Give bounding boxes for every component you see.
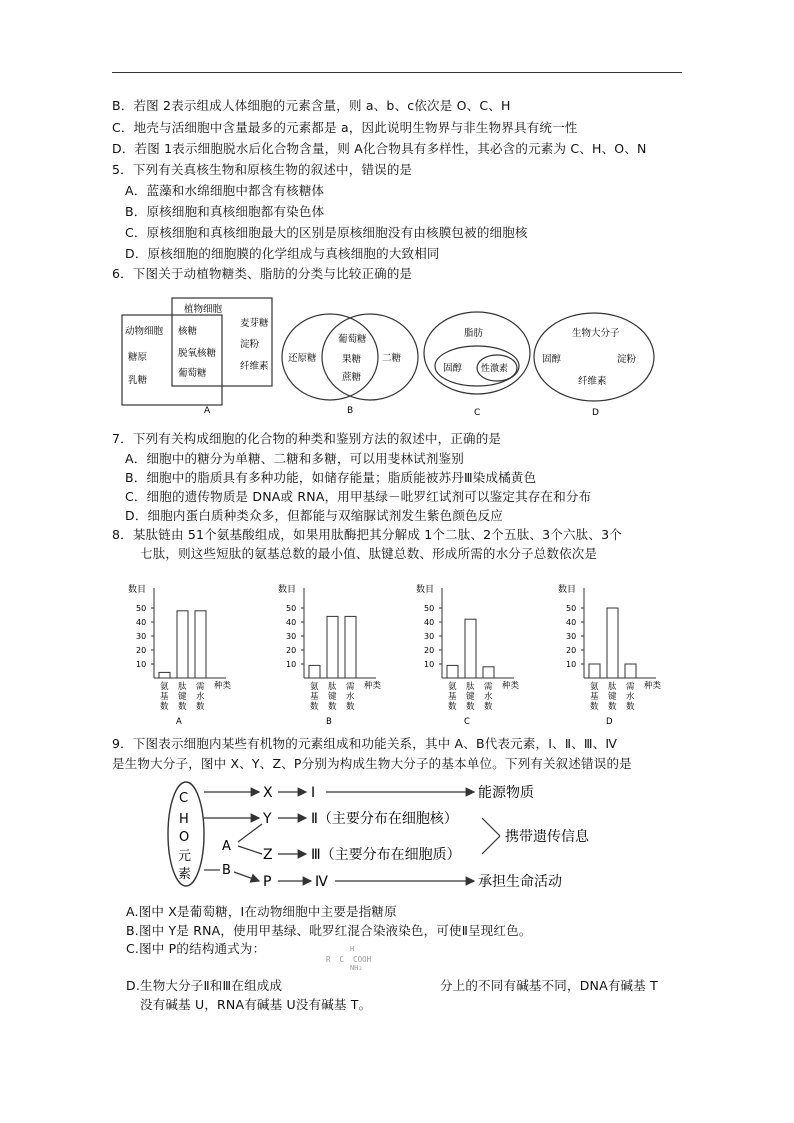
y-tick-label: 50 — [286, 604, 297, 613]
plant-cell-label: 植物细胞 — [184, 304, 223, 315]
category-char: 基 — [160, 692, 169, 702]
venn-inner: 固醇 — [443, 363, 463, 374]
category-char: 数 — [466, 702, 475, 712]
y-tick-label: 30 — [566, 632, 577, 641]
category-char: 数 — [196, 702, 205, 712]
y-tick-label: 40 — [136, 618, 147, 627]
q4-option-d: D．若图 1表示细胞脱水后化合物含量，则 A化合物具有多样性，其必含的元素为 C、H、O、N — [112, 141, 647, 156]
animal-item: 糖原 — [128, 352, 148, 363]
element-h: H — [179, 812, 189, 827]
y-tick-label: 30 — [424, 632, 435, 641]
q9-option-b: B.图中 Y是 RNA，使用甲基绿、吡罗红混合染液染色，可使Ⅱ呈现红色。 — [126, 923, 532, 938]
y-tick-label: 10 — [136, 660, 147, 669]
q9-option-c: C.图中 P的结构通式为： — [126, 941, 266, 956]
chart-letter: C — [464, 717, 470, 727]
y-tick-label: 50 — [136, 604, 147, 613]
y-tick-label: 10 — [566, 660, 577, 669]
q7-option-c: C．细胞的遗传物质是 DNA或 RNA，用甲基绿－吡罗红试剂可以鉴定其存在和分布 — [125, 489, 592, 504]
q7-option-d: D．细胞内蛋白质种类众多，但都能与双缩脲试剂发生紫色颜色反应 — [125, 508, 504, 523]
category-char: 键 — [608, 692, 617, 702]
category-char: 基 — [310, 692, 319, 702]
q9-option-a: A.图中 X是葡萄糖，Ⅰ在动物细胞中主要是指糖原 — [126, 904, 397, 919]
q9-stem-line1: 9．下图表示细胞内某些有机物的元素组成和功能关系，其中 A、B代表元素，Ⅰ、Ⅱ、Ⅲ、Ⅳ — [112, 736, 618, 751]
node-iii: Ⅲ（主要分布在细胞质） — [311, 847, 461, 863]
animal-cell-label: 动物细胞 — [125, 326, 164, 337]
node-y: Y — [263, 811, 272, 827]
q7-stem: 7．下列有关构成细胞的化合物的种类和鉴别方法的叙述中，正确的是 — [112, 431, 502, 446]
category-char: 基 — [590, 692, 599, 702]
y-axis-label: 数目 — [278, 585, 297, 595]
q6-stem: 6．下图关于动植物糖类、脂肪的分类与比较正确的是 — [112, 266, 413, 281]
category-char: 数 — [608, 702, 617, 712]
node-iv: Ⅳ — [315, 874, 328, 890]
category-char: 数 — [310, 702, 319, 712]
venn-outer: 生物大分子 — [572, 328, 620, 339]
chart-letter: B — [326, 717, 332, 727]
x-axis-label: 种类 — [502, 681, 520, 691]
function-genetic: 携带遗传信息 — [505, 829, 589, 845]
element-yuan: 元 — [178, 849, 192, 864]
header-rule — [112, 72, 682, 73]
q5-stem: 5．下列有关真核生物和原核生物的叙述中，错误的是 — [112, 162, 413, 177]
category-char: 数 — [160, 702, 169, 712]
category-char: 氨 — [160, 682, 169, 692]
category-char: 数 — [448, 702, 457, 712]
y-tick-label: 10 — [424, 660, 435, 669]
bar — [327, 616, 338, 678]
formula-nh2: NH₂ — [350, 964, 363, 972]
q5-option-c: C．原核细胞和真核细胞最大的区别是原核细胞没有由核膜包被的细胞核 — [125, 225, 528, 240]
q7-option-b: B．细胞中的脂质具有多种功能，如储存能量；脂质能被苏丹Ⅲ染成橘黄色 — [125, 470, 537, 485]
bar-chart-A — [128, 583, 232, 727]
shared-item: 核糖 — [178, 326, 198, 337]
q9-option-d-part1: D.生物大分子Ⅱ和Ⅲ在组成成 — [126, 978, 283, 993]
q8-stem-line1: 8．某肽链由 51个氨基酸组成，如果用肽酶把其分解成 1个二肽、2个五肽、3个六肽、3个 — [112, 527, 622, 542]
venn-item: 淀粉 — [617, 354, 637, 365]
fig-label: C — [474, 408, 481, 418]
q8-bar-charts — [112, 580, 682, 730]
y-tick-label: 40 — [286, 618, 297, 627]
function-energy: 能源物质 — [478, 785, 534, 801]
y-tick-label: 20 — [424, 646, 435, 655]
y-tick-label: 30 — [136, 632, 147, 641]
chart-letter: A — [176, 717, 182, 727]
y-tick-label: 50 — [566, 604, 577, 613]
element-o: O — [179, 830, 190, 845]
node-z: Z — [263, 847, 273, 863]
venn-left: 还原糖 — [288, 353, 317, 364]
plant-item: 淀粉 — [240, 339, 260, 350]
label-a: A — [222, 839, 231, 854]
category-char: 水 — [196, 692, 205, 702]
plant-item: 麦芽糖 — [240, 318, 269, 329]
fig-label: A — [204, 406, 211, 416]
bar — [345, 616, 356, 678]
bar — [483, 667, 494, 678]
x-axis-label: 种类 — [214, 681, 232, 691]
y-axis-label: 数目 — [416, 585, 435, 595]
label-b: B — [222, 863, 231, 878]
category-char: 数 — [590, 702, 599, 712]
q6-fig-d — [534, 313, 654, 418]
venn-inner: 性激素 — [481, 364, 509, 374]
fig-label: B — [347, 406, 354, 416]
bar — [465, 619, 476, 678]
category-char: 基 — [448, 692, 457, 702]
q6-fig-c — [424, 312, 530, 418]
formula-main: R C COOH — [326, 955, 372, 964]
bar — [625, 664, 636, 678]
shared-item: 葡萄糖 — [178, 368, 207, 379]
q4-option-c: C．地壳与活细胞中含量最多的元素都是 a，因此说明生物界与非生物界具有统一性 — [112, 120, 578, 135]
bar — [309, 665, 320, 678]
q7-option-a: A．细胞中的糖分为单糖、二糖和多糖，可以用斐林试剂鉴别 — [125, 451, 464, 466]
category-char: 数 — [484, 702, 493, 712]
q9-option-d-line2: 没有碱基 U，RNA有碱基 U没有碱基 T。 — [140, 997, 372, 1012]
category-char: 氨 — [448, 682, 457, 692]
category-char: 需 — [626, 682, 635, 692]
category-char: 氨 — [310, 682, 319, 692]
category-char: 水 — [484, 692, 493, 702]
y-tick-label: 50 — [424, 604, 435, 613]
animal-item: 乳糖 — [128, 375, 148, 386]
y-tick-label: 20 — [566, 646, 577, 655]
bar — [177, 611, 188, 678]
chart-letter: D — [606, 717, 613, 727]
function-life: 承担生命活动 — [478, 874, 562, 890]
venn-item: 纤维素 — [578, 376, 607, 387]
category-char: 肽 — [608, 682, 617, 692]
amino-acid-formula — [326, 945, 436, 973]
node-i: Ⅰ — [311, 785, 316, 801]
q6-fig-a — [122, 298, 272, 416]
bar — [447, 665, 458, 678]
category-char: 键 — [178, 692, 187, 702]
element-su: 素 — [178, 867, 192, 882]
venn-outer: 脂肪 — [464, 328, 484, 339]
node-ii: Ⅱ（主要分布在细胞核） — [311, 811, 458, 827]
y-tick-label: 40 — [566, 618, 577, 627]
venn-mid: 葡萄糖 — [338, 334, 367, 345]
category-char: 需 — [196, 682, 205, 692]
q4-option-b: B．若图 2表示组成人体细胞的元素含量，则 a、b、c依次是 O、C、H — [112, 98, 511, 113]
bar — [607, 608, 618, 678]
bar-chart-D — [558, 583, 662, 727]
category-char: 肽 — [466, 682, 475, 692]
category-char: 水 — [626, 692, 635, 702]
category-char: 数 — [626, 702, 635, 712]
q9-stem-line2: 是生物大分子，图中 X、Y、Z、P分别为构成生物大分子的基本单位。下列有关叙述错误的是 — [112, 756, 632, 771]
q6-fig-b — [282, 314, 418, 416]
formula-h: H — [350, 945, 355, 953]
fig-label: D — [592, 408, 599, 418]
y-tick-label: 40 — [424, 618, 435, 627]
q5-option-a: A．蓝藻和水绵细胞中都含有核糖体 — [125, 183, 325, 198]
node-p: P — [263, 874, 272, 890]
q6-figures — [112, 290, 672, 420]
x-axis-label: 种类 — [364, 681, 382, 691]
venn-mid: 果糖 — [342, 354, 362, 365]
venn-mid: 蔗糖 — [342, 372, 362, 383]
category-char: 数 — [178, 702, 187, 712]
category-char: 数 — [346, 702, 355, 712]
y-tick-label: 20 — [286, 646, 297, 655]
venn-item: 固醇 — [542, 354, 562, 365]
bar — [589, 664, 600, 678]
y-axis-label: 数目 — [558, 585, 577, 595]
shared-item: 脱氧核糖 — [178, 348, 217, 359]
q8-stem-line2: 七肽，则这些短肽的氨基总数的最小值、肽键总数、形成所需的水分子总数依次是 — [140, 546, 598, 561]
category-char: 肽 — [178, 682, 187, 692]
category-char: 水 — [346, 692, 355, 702]
y-axis-label: 数目 — [128, 585, 147, 595]
q9-diagram — [160, 778, 630, 896]
category-char: 数 — [328, 702, 337, 712]
bar — [159, 672, 170, 678]
element-c: C — [179, 791, 189, 806]
venn-right: 二糖 — [382, 353, 402, 364]
y-tick-label: 30 — [286, 632, 297, 641]
x-axis-label: 种类 — [644, 681, 662, 691]
q5-option-d: D．原核细胞的细胞膜的化学组成与真核细胞的大致相同 — [125, 246, 440, 261]
category-char: 键 — [466, 692, 475, 702]
plant-item: 纤维素 — [240, 361, 269, 372]
category-char: 氨 — [590, 682, 599, 692]
bar — [195, 611, 206, 678]
category-char: 需 — [346, 682, 355, 692]
q5-option-b: B．原核细胞和真核细胞都有染色体 — [125, 204, 325, 219]
bar-chart-B — [278, 583, 382, 727]
y-tick-label: 10 — [286, 660, 297, 669]
node-x: X — [263, 785, 273, 801]
y-tick-label: 20 — [136, 646, 147, 655]
bar-chart-C — [416, 583, 520, 727]
category-char: 需 — [484, 682, 493, 692]
category-char: 肽 — [328, 682, 337, 692]
category-char: 键 — [328, 692, 337, 702]
q9-option-d-part2: 分上的不同有碱基不同，DNA有碱基 T — [440, 978, 658, 993]
